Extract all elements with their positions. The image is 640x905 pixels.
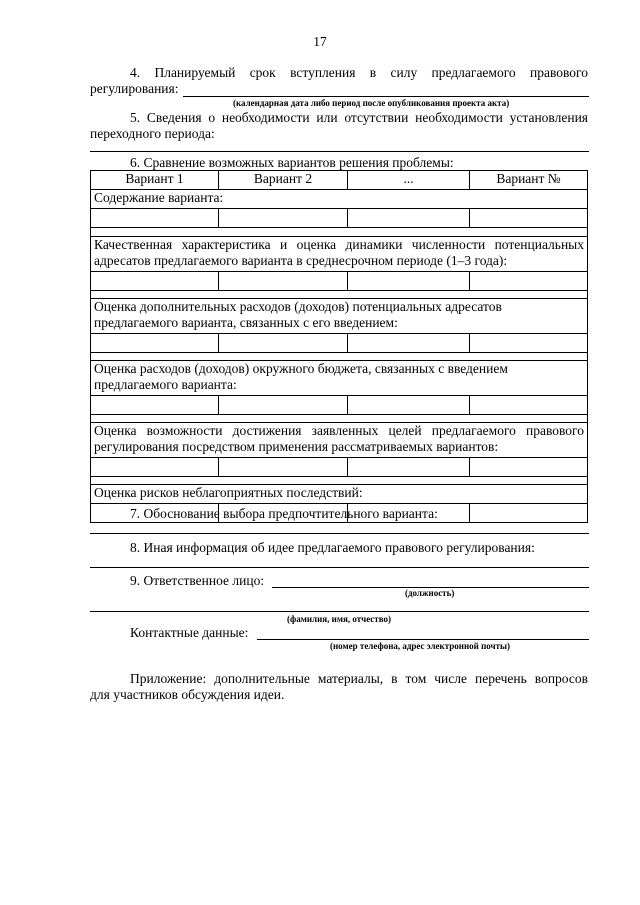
section-label-line2: адресатов предлагаемого варианта в среднесрочном периоде (1–3 года):	[94, 253, 508, 268]
header-variant-n: Вариант №	[470, 171, 588, 190]
table-spacer-row	[91, 415, 588, 423]
page-number: 17	[313, 34, 327, 49]
table-cell[interactable]	[219, 272, 348, 291]
section-label-line1: Оценка расходов (доходов) окружного бюджета, связанных с введением	[94, 361, 508, 376]
contacts-caption: (номер телефона, адрес электронной почты)	[330, 641, 511, 651]
item5-line2: переходного периода:	[90, 126, 215, 141]
section-label-line1: Качественная характеристика и оценка динамики численности потенциальных	[94, 237, 584, 252]
item9-name-line[interactable]	[90, 611, 589, 612]
section-risks	[91, 485, 588, 504]
table-spacer	[91, 415, 588, 423]
table-row	[91, 272, 588, 291]
table-row	[91, 396, 588, 415]
item5-line1: 5. Сведения о необходимости или отсутствии необходимости установления	[130, 110, 588, 125]
item9-name-caption: (фамилия, имя, отчество)	[287, 614, 392, 624]
item5-fill-line[interactable]	[90, 151, 589, 152]
section-addressee-costs	[91, 299, 588, 334]
table-section-row	[91, 190, 588, 209]
table-spacer	[91, 228, 588, 237]
table-row	[91, 209, 588, 228]
contacts-label: Контактные данные:	[130, 625, 249, 640]
table-cell[interactable]	[219, 334, 348, 353]
section-content	[91, 190, 588, 209]
header-variant-2: Вариант 2	[219, 171, 348, 190]
table-section-row	[91, 423, 588, 458]
table-cell[interactable]	[91, 209, 219, 228]
table-cell[interactable]	[348, 272, 470, 291]
item7-fill-line[interactable]	[90, 533, 589, 534]
table-section-row	[91, 361, 588, 396]
table-cell[interactable]	[470, 334, 588, 353]
table-cell[interactable]	[470, 504, 588, 523]
table-cell[interactable]	[91, 458, 219, 477]
table-cell[interactable]	[91, 396, 219, 415]
table-spacer	[91, 291, 588, 299]
table-row	[91, 334, 588, 353]
section-label: Оценка рисков неблагоприятных последствий:	[94, 485, 363, 500]
item4-line1: 4. Планируемый срок вступления в силу предлагаемого правового	[130, 65, 588, 80]
table-cell[interactable]	[219, 396, 348, 415]
item7-label: 7. Обоснование выбора предпочтительного варианта:	[130, 506, 438, 521]
comparison-table	[90, 170, 588, 523]
header-variant-ellipsis: ...	[348, 171, 470, 190]
appendix-line1: Приложение: дополнительные материалы, в том числе перечень вопросов	[130, 671, 588, 686]
table-spacer-row	[91, 228, 588, 237]
item9-position-caption: (должность)	[405, 588, 455, 598]
table-cell[interactable]	[348, 396, 470, 415]
table-cell[interactable]	[470, 458, 588, 477]
table-cell[interactable]	[470, 209, 588, 228]
item4-line2: регулирования:	[90, 81, 179, 96]
table-spacer	[91, 477, 588, 485]
item9-label: 9. Ответственное лицо:	[130, 573, 265, 588]
contacts-fill-line[interactable]	[257, 639, 589, 640]
section-dynamics	[91, 237, 588, 272]
item4-fill-line[interactable]	[183, 96, 589, 97]
item8-fill-line[interactable]	[90, 567, 589, 568]
table-cell[interactable]	[470, 272, 588, 291]
table-spacer	[91, 353, 588, 361]
table-cell[interactable]	[348, 209, 470, 228]
table-header-row	[91, 171, 588, 190]
section-label-line1: Оценка возможности достижения заявленных целей предлагаемого правового	[94, 423, 584, 438]
item8-label: 8. Иная информация об идее предлагаемого правового регулирования:	[130, 540, 535, 555]
table-cell[interactable]	[348, 334, 470, 353]
table-cell[interactable]	[91, 272, 219, 291]
item4-caption: (календарная дата либо период после опубликования проекта акта)	[233, 98, 510, 108]
section-goals	[91, 423, 588, 458]
section-budget-costs	[91, 361, 588, 396]
table-section-row	[91, 485, 588, 504]
section-label-line1: Оценка дополнительных расходов (доходов) потенциальных адресатов	[94, 299, 502, 314]
appendix-line2: для участников обсуждения идеи.	[90, 687, 285, 702]
table-cell[interactable]	[219, 458, 348, 477]
item6-title: 6. Сравнение возможных вариантов решения проблемы:	[130, 155, 454, 170]
table-cell[interactable]	[470, 396, 588, 415]
table-spacer-row	[91, 291, 588, 299]
table-row	[91, 458, 588, 477]
section-label-line2: предлагаемого варианта:	[94, 377, 237, 392]
table-cell[interactable]	[348, 458, 470, 477]
table-cell[interactable]	[91, 334, 219, 353]
table-section-row	[91, 299, 588, 334]
table-cell[interactable]	[219, 209, 348, 228]
table-section-row	[91, 237, 588, 272]
table-spacer-row	[91, 477, 588, 485]
section-label-line2: регулирования посредством применения рассматриваемых вариантов:	[94, 439, 499, 454]
header-variant-1: Вариант 1	[91, 171, 219, 190]
section-label: Содержание варианта:	[94, 190, 224, 205]
table-spacer-row	[91, 353, 588, 361]
section-label-line2: предлагаемого варианта, связанных с его введением:	[94, 315, 398, 330]
